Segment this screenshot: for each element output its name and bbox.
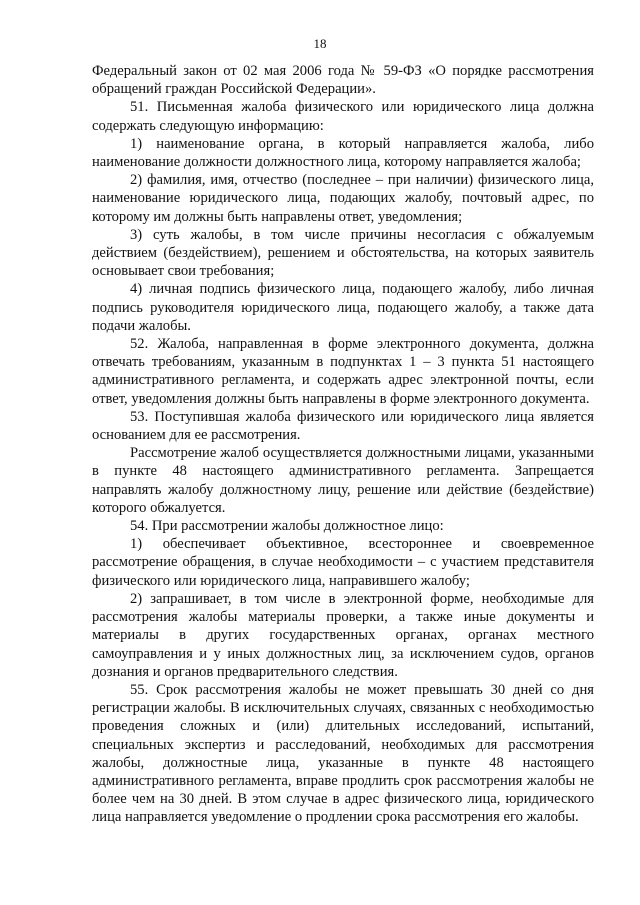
paragraph-item-53: 53. Поступившая жалоба физического или юридического лица является основанием для ее рассмотрения. — [92, 408, 594, 444]
paragraph-item-51-1: 1) наименование органа, в который направляется жалоба, либо наименование должности должностного лица, которому направляется жалоба; — [92, 135, 594, 171]
paragraph-item-51-2: 2) фамилия, имя, отчество (последнее – при наличии) физического лица, наименование юридического лица, подающих жалобу, почтовый адрес, по которому им должны быть направлены ответ, уведомления; — [92, 172, 594, 225]
page-number: 18 — [313, 36, 327, 51]
paragraph-item-51-4: 4) личная подпись физического лица, подающего жалобу, либо личная подпись руководителя юридического лица, подающего жалобу, а также дата подачи жалобы. — [92, 281, 594, 334]
paragraph-item-54-1: 1) обеспечивает объективное, всестороннее и своевременное рассмотрение обращения, в случае необходимости – с участием представителя физического или юридического лица, направившего жалобу; — [92, 536, 594, 589]
paragraph-item-53-continued: Рассмотрение жалоб осуществляется должностными лицами, указанными в пункте 48 настоящего административного регламента. Запрещается направлять жалобу должностному лицу, решение или действие (бездействие) которого обжалуется. — [92, 445, 594, 516]
paragraph-law-reference: Федеральный закон от 02 мая 2006 года № 59-ФЗ «О порядке рассмотрения обращений граждан Российской Федерации». — [92, 63, 594, 98]
paragraph-item-51-3: 3) суть жалобы, в том числе причины несогласия с обжалуемым действием (бездействием), решением и обстоятельства, на которых заявитель основывает свои требования; — [92, 226, 594, 280]
paragraph-item-51: 51. Письменная жалоба физического или юридического лица должна содержать следующую информацию: — [92, 99, 594, 134]
document-body — [92, 62, 594, 827]
paragraph-item-54: 54. При рассмотрении жалобы должностное лицо: — [130, 518, 444, 535]
paragraph-item-55: 55. Срок рассмотрения жалобы не может превышать 30 дней со дня регистрации жалобы. В исключительных случаях, связанных с необходимостью проведения сложных и (или) длительных исследований, испытаний, специальных экспертиз и расследований, необходимых для рассмотрения жалобы, должностные лица, указанные в пункте 48 настоящего административного регламента, вправе продлить срок рассмотрения жалобы не более чем на 30 дней. В этом случае в адрес физического лица, юридического лица направляется уведомление о продлении срока рассмотрения его жалобы. — [92, 681, 594, 826]
paragraph-item-54-2: 2) запрашивает, в том числе в электронной форме, необходимые для рассмотрения жалобы материалы проверки, а также иные документы и материалы в других государственных органах, органах местного самоуправления и у иных должностных лиц, за исключением судов, органов дознания и органов предварительного следствия. — [92, 590, 594, 680]
paragraph-item-52: 52. Жалоба, направленная в форме электронного документа, должна отвечать требованиям, указанным в подпунктах 1 – 3 пункта 51 настоящего административного регламента, и содержать адрес электронной почты, если ответ, уведомления должны быть направлены в форме электронного документа. — [92, 336, 594, 407]
